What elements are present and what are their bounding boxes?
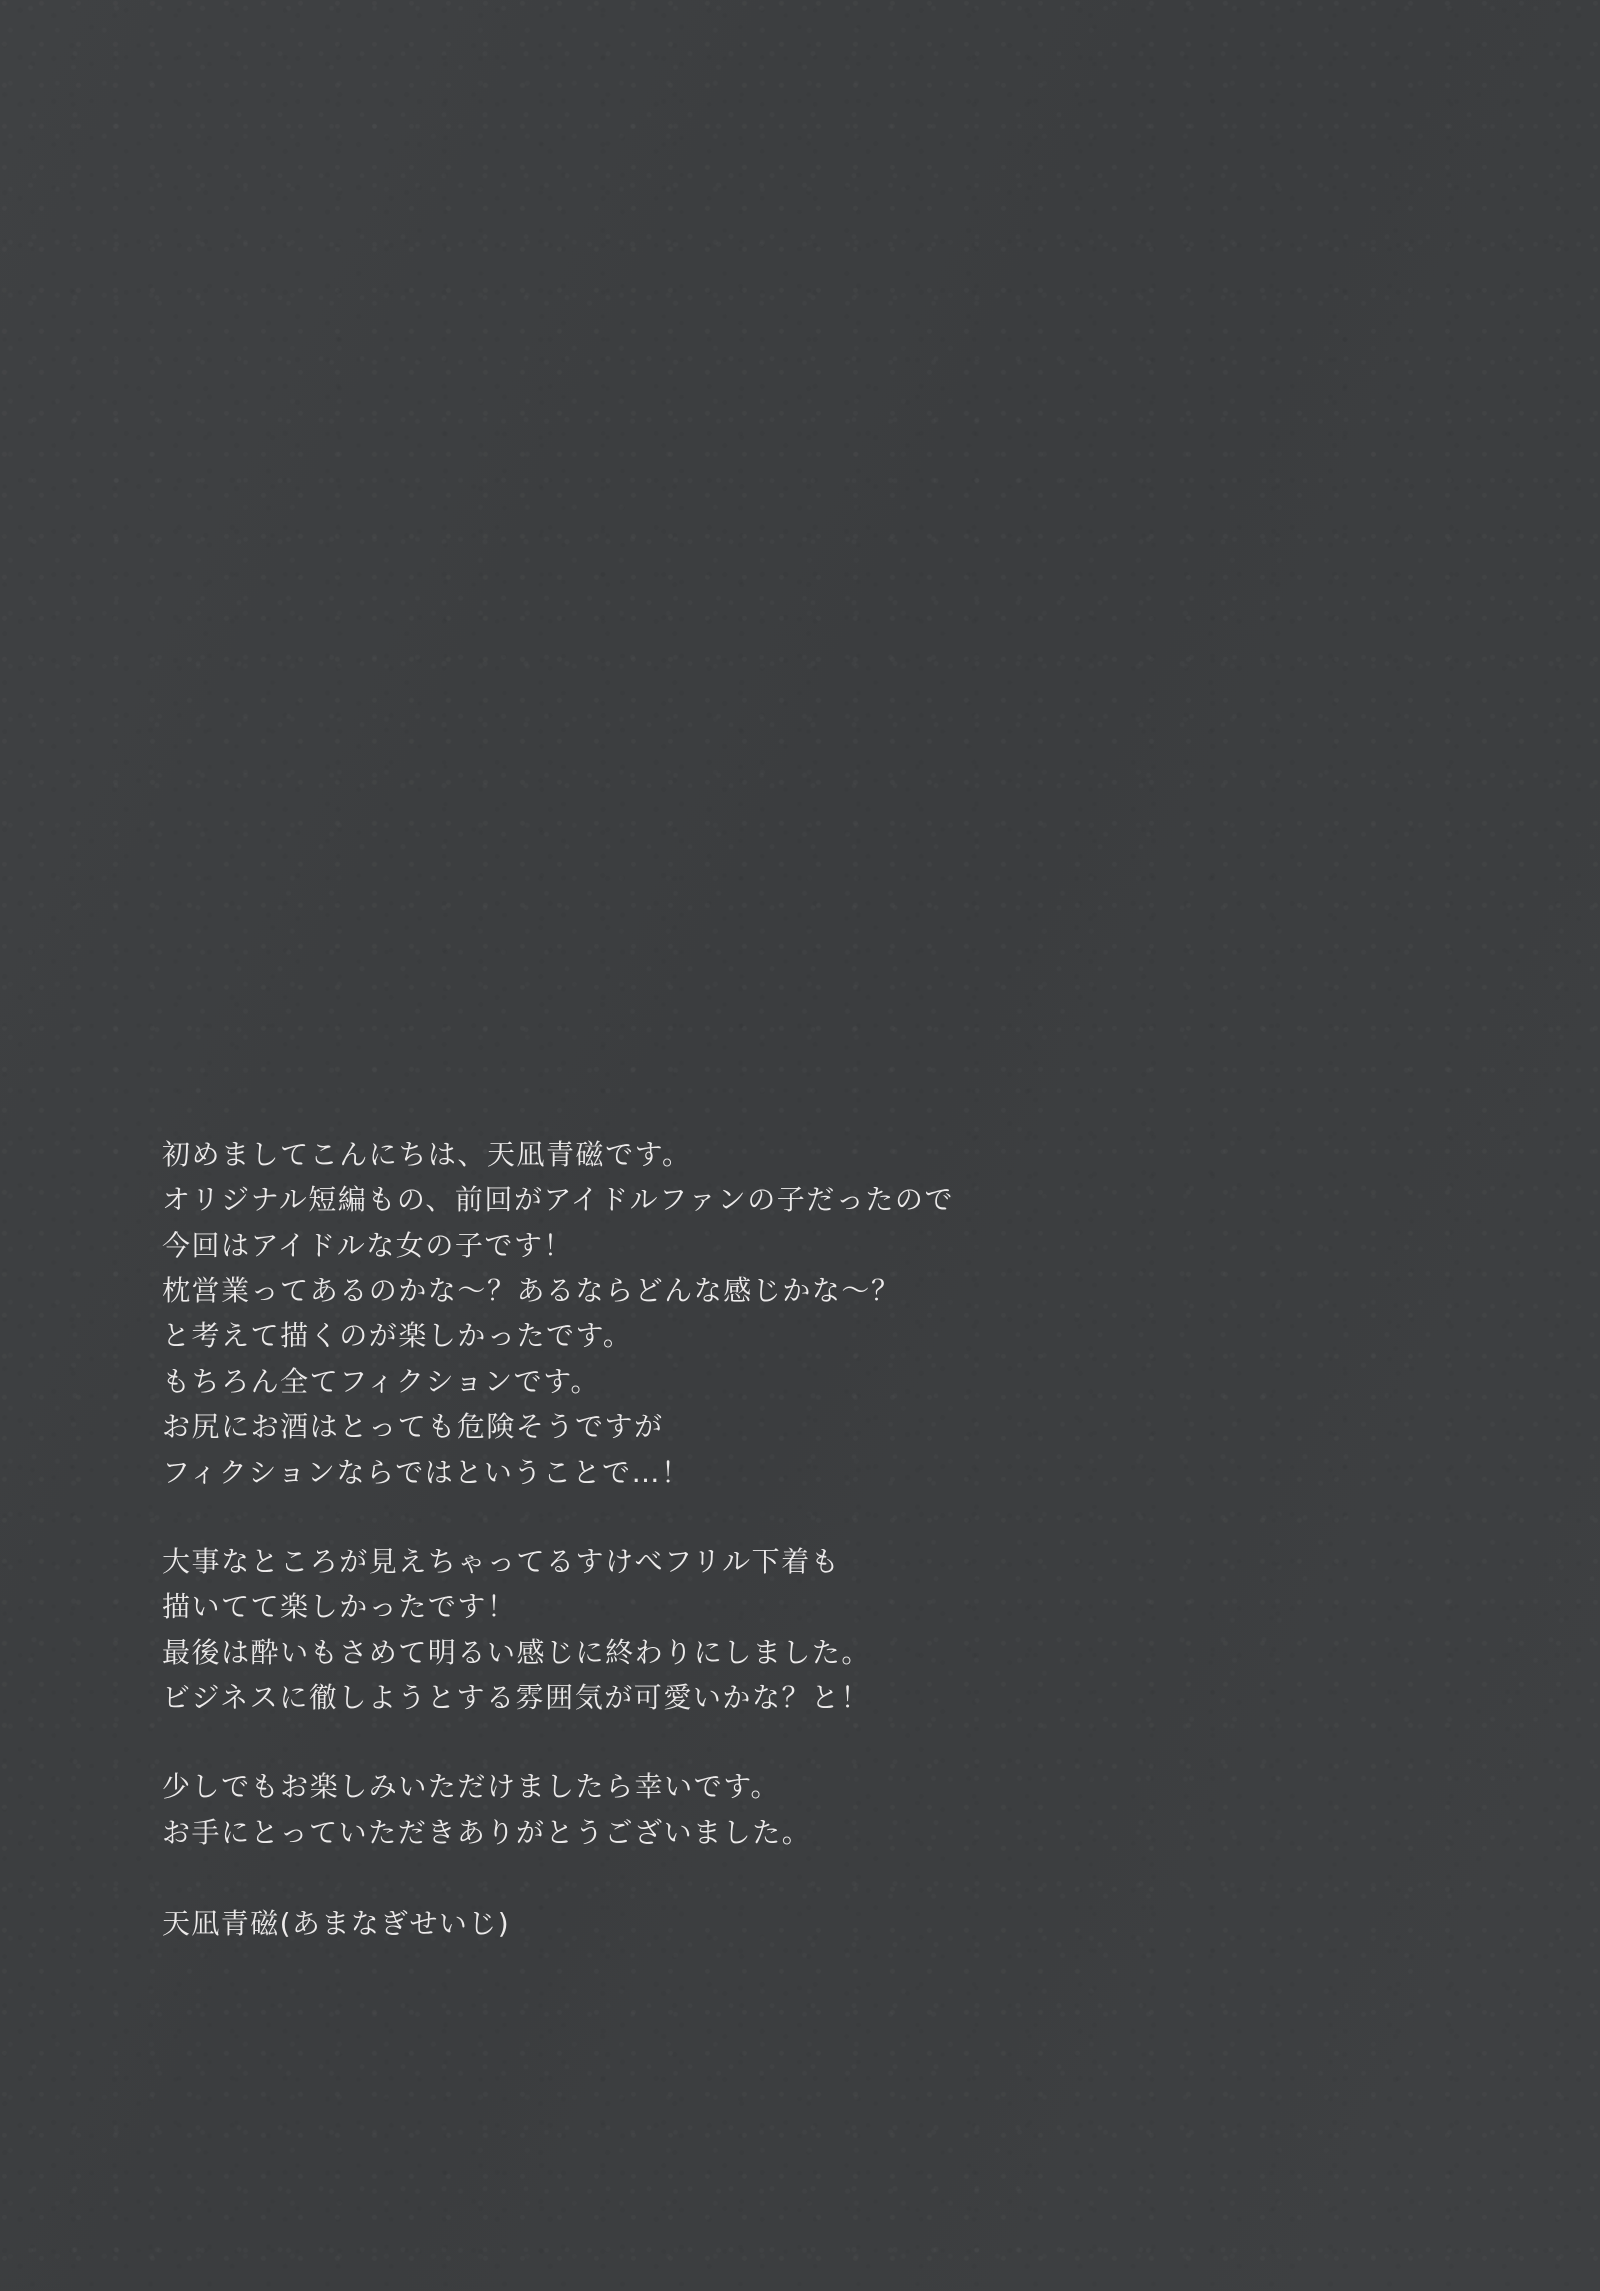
afterword-line: 大事なところが見えちゃってるすけべフリル下着も xyxy=(162,1544,841,1578)
afterword-line: フィクションならではということで…！ xyxy=(162,1455,691,1489)
afterword-line: と考えて描くのが楽しかったです。 xyxy=(162,1319,633,1353)
afterword-line: お尻にお酒はとっても危険そうですが xyxy=(162,1410,664,1444)
afterword-line: オリジナル短編もの、前回がアイドルファンの子だったので xyxy=(162,1183,954,1217)
author-signature: 天凪青磁(あまなぎせいじ) xyxy=(162,1907,511,1941)
afterword-line: 枕営業ってあるのかな〜？あるならどんな感じかな〜？ xyxy=(162,1274,901,1308)
afterword-line: お手にとっていただきありがとうございました。 xyxy=(162,1815,812,1849)
afterword-line: 初めましてこんにちは、天凪青磁です。 xyxy=(162,1138,692,1171)
afterword-text-block xyxy=(162,1132,1292,1946)
afterword-line: 描いてて楽しかったです！ xyxy=(162,1590,517,1624)
afterword-line: ビジネスに徹しようとする雰囲気が可愛いかな？と！ xyxy=(162,1680,871,1714)
afterword-line: 少しでもお楽しみいただけましたら幸いです。 xyxy=(162,1770,781,1804)
afterword-paragraph-3 xyxy=(162,1764,1292,1855)
afterword-line: 今回はアイドルな女の子です！ xyxy=(162,1228,574,1262)
afterword-line: もちろん全てフィクションです。 xyxy=(162,1364,601,1398)
afterword-line: 最後は酔いもさめて明るい感じに終わりにしました。 xyxy=(162,1635,871,1669)
afterword-paragraph-1 xyxy=(162,1132,1292,1495)
afterword-paragraph-2 xyxy=(162,1539,1292,1720)
